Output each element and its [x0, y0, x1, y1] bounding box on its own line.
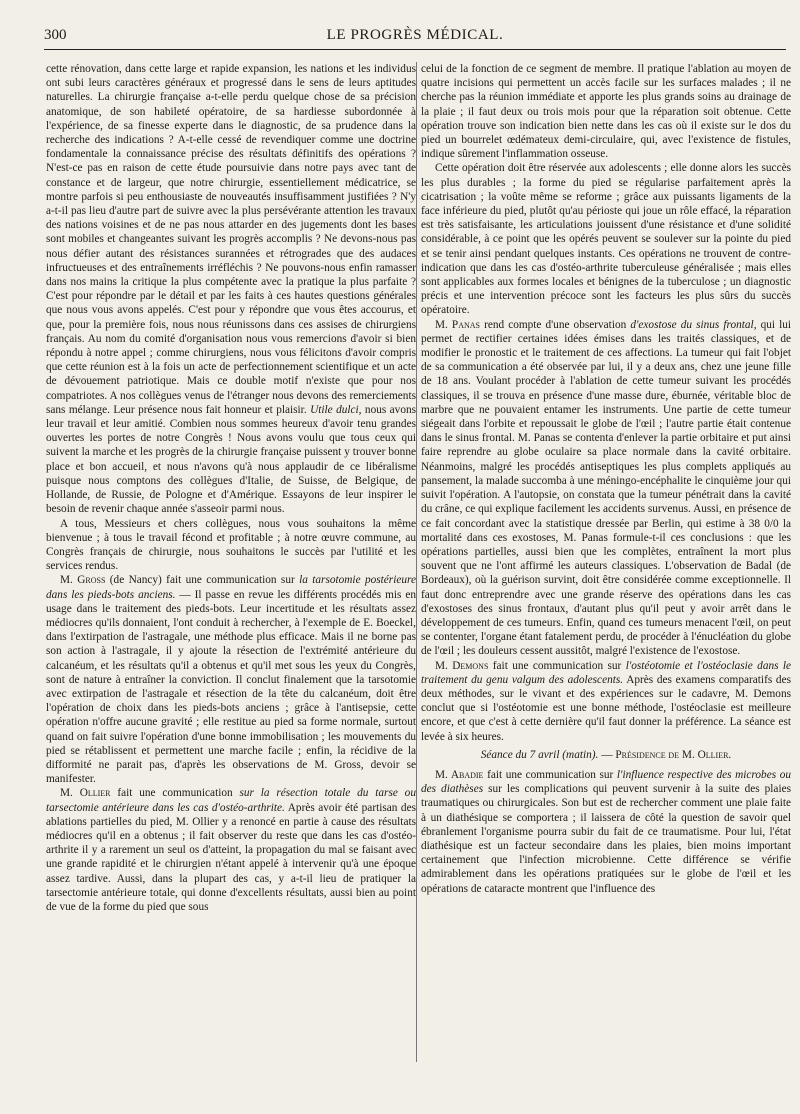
speaker-name: M. Demons — [435, 659, 489, 672]
paragraph: M. Panas rend compte d'une observation d'exostose du sinus frontal, qui lui permet de rectifier certaines idées émises dans les traités classiques, et de modifier le pronostic et le traitement de ces affections. La tumeur qui fait l'objet de sa communication a été observée par lui, il y a deux ans, chez une jeune fille de 18 ans. Voulant procéder à l'ablation de cette tumeur suivant les procédés classiques, il se trouva en présence d'une masse dure, éburnée, véritable bloc de marbre que ne pouvaient entamer les instruments. Une partie de cette tumeur siégeait dans l'orbite et repoussait le globe de l'œil ; l'autre partie était contenue dans le sinus frontal. M. Panas se contenta d'enlever la partie orbitaire et put ainsi faire reprendre au globe oculaire sa place normale dans la cavité orbitaire. Néanmoins, malgré les procédés antiseptiques les plus complets appliqués au pansement, la malade succomba à une méningo-encéphalite le cinquième jour qui suivit l'opération. A l'autopsie, on constata que la tumeur pénétrait dans la cavité du crâne, ce qui explique facilement les accidents survenus. Aussi, en présence de ce fait concordant avec la statistique dressée par Berlin, qui estime à 38 0/0 la mortalité dans ces exostoses, M. Panas formule-t-il ces conclusions : que les opérations partielles, aussi bien que les complètes, entraînent la mort plus souvent que ne l'ont affirmé les auteurs classiques. L'observation de Badal (de Bordeaux), où la guérison survint, doit être considérée comme exceptionnelle. Il faut donc entreprendre avec une grande réserve des opérations dans les cas d'exostoses des sinus frontaux, d'autant plus qu'il peut y avoir arrêt dans le développement de ces tumeurs. Enfin, quand ces tumeurs menacent l'œil, on peut se contenter, l'organe étant fatalement perdu, de procéder à l'énucléation du globe de l'œil ; les douleurs cessent aussitôt, malgré l'existence de l'exostose. — [421, 318, 791, 658]
speaker-name: M. Panas — [435, 318, 480, 331]
speaker-name: M. Ollier — [60, 787, 111, 800]
paragraph: Cette opération doit être réservée aux adolescents ; elle donne alors les succès les plus durables ; la forme du pied se régularise parfaitement après la cicatrisation ; la voûte même se reforme ; grâce aux puissants ligaments de la face inférieure du pied, plutôt qu'au périoste qui joue un rôle effacé, la réparation est très satisfaisante, les articulations jouissent d'une résistance et d'une solidité considérable, à ce point que les opérés peuvent se soulever sur la pointe du pied et se tenir ainsi pendant quelques instants. Ces opérations ne trouvent de contre-indication que dans les cas d'ostéo-arthrite tuberculeuse généralisée ; mais elles sont applicables aux formes locales et bénignes de la tuberculose ; un diagnostic précis et une intervention précoce sont les facteurs les plus sûrs du succès opératoire. — [421, 162, 791, 317]
paragraph: cette rénovation, dans cette large et rapide expansion, les nations et les individus ont subi leurs caractères généraux et progressé dans le sens de leurs aptitudes naturelles. La chirurgie française a-t-elle perdu quelque chose de sa précision anatomique, de son habileté opératoire, de sa hardiesse subordonnée à l'expérience, de sa finesse experte dans le diagnostic, de sa prudence dans la recherche des indications ? A-t-elle cessé de revendiquer comme une doctrine fondamentale la connaissance précise des résultats définitifs des opérations ? N'est-ce pas en raison de cette étude poursuivie dans notre pays avec tant de constance et de largeur, que notre chirurgie, essentiellement médicatrice, se montre parfois si peu enthousiaste de nouveautés insuffisamment justifiées ? N'y a-t-il pas lieu d'autre part de suivre avec la plus persévérante attention les travaux des nations voisines et de ne pas nous attarder en des jugements dont les bases sont mobiles et changeantes suivant les progrès accomplis ? Ne devons-nous pas nous défier autant des résistances surannées et rétrogrades que des audaces infructueuses et des entraînements irréfléchis ? Ne pouvons-nous enfin ramasser dans nos mains la critique la plus compétente avec la pratique la plus parfaite ? C'est pour répondre par le détail et par les faits à ces hautes questions générales que nous vous avons appelés. C'est pour y répondre que vous êtes accourus, et que, pour la première fois, nous nous réunissons dans ces assises de chirurgiens français. Au nom du comité d'organisation nous vous remercions d'avoir si bien répondu à notre appel ; comme chirurgiens, nous vous félicitons d'avoir compris que cette réunion est à la fois un acte de perfectionnement scientifique et un acte de dévouement patriotique. Mais ce double motif n'existe que pour nos compatriotes. A nos collègues venus de l'étranger nous devons des remerciements sans mélange. Leur présence nous fait honneur et plaisir. Utile dulci, nous avons leur travail et leur amitié. Combien nous sommes heureux d'avoir tenu grandes ouvertes les portes de notre Congrès ! Nous avons voulu que tous ceux qui suivent la marche et les progrès de la chirurgie française puissent y trouver bonne place et bon accueil, et nous n'avons qu'à nous applaudir de ce libéralisme puisque nous comptons des collègues d'Italie, de Suisse, de Belgique, de Hollande, de Russie, de Pologne et d'Amérique. Essayons de leur inspirer le besoin de revenir chaque année s'asseoir parmi nous. — [46, 63, 416, 516]
running-title: LE PROGRÈS MÉDICAL. — [326, 27, 504, 43]
column-divider — [416, 62, 417, 1062]
session-heading: Séance du 7 avril (matin). — Présidence de M. Ollier. — [480, 748, 732, 761]
right-column — [421, 62, 791, 1112]
left-column — [46, 62, 416, 1112]
paragraph: M. Gross (de Nancy) fait une communication sur la tarsotomie postérieure dans les pieds-bots anciens. — Il passe en revue les différents procédés mis en usage dans le traitement des pieds-bots. Leur incertitude et les résultats assez médiocres qu'ils donnaient, l'ont conduit à rechercher, à l'exemple de E. Boeckel, dans l'extirpation de l'astragale, une méthode plus efficace. Mais il ne borne pas son action à l'astragale, il y ajoute la résection de l'extrémité antérieure du calcanéum, et les résultats qu'il a obtenus et qu'il met sous les yeux du Congrès, sont de nature à entraîner la conviction. Il conclut finalement que la tarsotomie avec extirpation de l'astragale et résection de la tête du calcanéum, doit être l'opération de choix dans les pieds-bots anciens ; grâce à l'antisepsie, cette opération n'offre aucune gravité ; elle restitue au pied sa forme normale, surtout quand on fait suivre l'opération d'une bonne immobilisation ; les mouvements du pied se rétablissent et permettent une marche facile ; enfin, la récidive de la difformité ne parait pas, d'après les observations de M. Gross, devoir se manifester. — [46, 574, 416, 786]
paragraph: M. Demons fait une communication sur l'ostéotomie et l'ostéoclasie dans le traitement du genu valgum des adolescents. Après des examens comparatifs des deux méthodes, sur le vivant et des expériences sur le cadavre, M. Demons conclut que si l'ostéotomie est une bonne méthode, l'ostéoclasie est meilleure encore, et que c'est à cette dernière qu'il faut donner la préférence. La séance est levée à six heures. — [421, 659, 791, 743]
speaker-name: M. Abadie — [435, 768, 484, 781]
paragraph: celui de la fonction de ce segment de membre. Il pratique l'ablation au moyen de quatre incisions qui permettent un accès facile sur les surfaces malades ; il ne cherche pas la réunion immédiate et apporte les plus grands soins au drainage de la plaie ; il faut deux ou trois mois pour que la réparation soit obtenue. Cette opération trouve son indication bien nette dans les cas où il existe sur le dos du pied un bourrelet œdémateux demi-circulaire, qui, avec l'existence de fistules, indique sûrement l'inflammation osseuse. — [421, 63, 791, 161]
page-number: 300 — [44, 27, 67, 43]
paragraph: M. Abadie fait une communication sur l'influence respective des microbes ou des diathèses sur les complications qui peuvent survenir à la suite des plaies traumatiques ou chirurgicales. Son but est de rechercher comment une plaie faite à un diathésique se comportera ; il laissera de côté la question de savoir quel ébranlement l'organisme pourra subir du fait de ce traumatisme. Pour lui, l'état diathésique est un facteur secondaire dans les plaies, bien moins important certainement que l'infection microbienne. Cette différence se vérifie admirablement dans les opérations pratiquées sur le globe de l'œil et les opérations de cataracte montrent que l'influence des — [421, 768, 791, 895]
speaker-name: M. Gross — [60, 574, 106, 587]
page-header — [44, 27, 786, 50]
paragraph: A tous, Messieurs et chers collègues, nous vous souhaitons la même bienvenue ; à tous le travail fécond et profitable ; à notre œuvre commune, au Congrès français de chirurgie, nous souhaitons le succès par l'utilité et les services rendus. — [46, 517, 416, 573]
paragraph: M. Ollier fait une communication sur la résection totale du tarse ou tarsectomie antérieure dans les cas d'ostéo-arthrite. Après avoir été partisan des ablations partielles du pied, M. Ollier y a renoncé en partie à cause des résultats médiocres qu'il en a obtenus ; il fait observer du reste que dans les cas d'ostéo-arthrite il y a rarement un seul os d'atteint, la propagation du mal se faisant avec une grande rapidité et le chirurgien n'étant appelé à intervenir qu'à une époque assez tardive. Aussi, dans la plupart des cas, y a-t-il lieu de pratiquer la tarsectomie antérieure totale, qui donne d'excellents résultats, aussi bien au point de vue de la forme du pied que sous — [46, 787, 416, 913]
